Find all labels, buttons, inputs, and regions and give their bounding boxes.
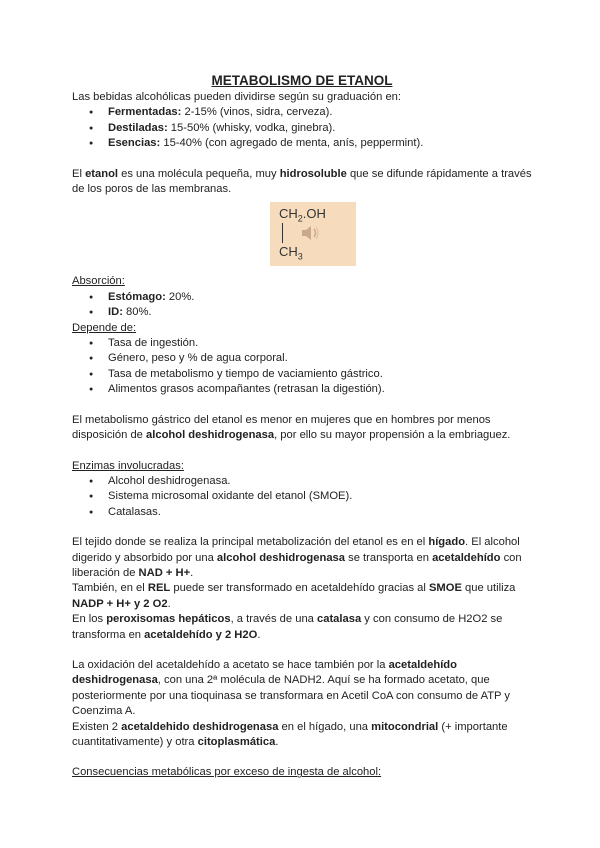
list-item: ● Esencias: 15-40% (con agregado de menta, anís, peppermint). (72, 136, 532, 151)
speaker-icon[interactable] (300, 224, 320, 242)
oxidacion-paragraph: La oxidación del acetaldehído a acetato se hace también por la acetaldehído deshidrogenasa, con una 2ª molécula de NADH2. Aquí se ha formado acetato, que posteriormente por una tioquinasa se transformara en Acetil CoA con consumo de ATP y Coenzima A. (72, 658, 511, 718)
tejido-paragraph: El tejido donde se realiza la principal metabolización del etanol es en el hígado. El alcohol digerido y absorbido por una alcohol deshidrogenasa se transporta en acetaldehído con liberación de NAD + H+. (72, 536, 522, 579)
list-item: ● Género, peso y % de agua corporal. (72, 351, 532, 366)
existen-paragraph: Existen 2 acetaldehido deshidrogenasa en el hígado, una mitocondrial (+ importante cuantitativamente) y otra citoplasmática. (72, 720, 508, 748)
list-item: ● Catalasas. (72, 505, 532, 520)
formula-top: $CH_2.OH$ (279, 206, 326, 225)
rel-paragraph: También, en el REL puede ser transformado en acetaldehído gracias al SMOE que utiliza NADP + H+ y 2 O2. (72, 582, 516, 610)
depende-heading: Depende de: (72, 321, 137, 334)
intro-text: Las bebidas alcohólicas pueden dividirse según su graduación en: (72, 91, 402, 103)
absorcion-list (72, 290, 532, 321)
list-item: ● Alcohol deshidrogenasa. (72, 474, 532, 489)
ethanol-paragraph: El etanol es una molécula pequeña, muy hidrosoluble que se difunde rápidamente a través de los poros de las membranas. (72, 167, 532, 196)
list-item: ● Destiladas: 15-50% (whisky, vodka, ginebra). (72, 121, 532, 136)
list-item: ● ID: 80%. (72, 305, 532, 320)
list-item: ● Alimentos grasos acompañantes (retrasan la digestión). (72, 382, 532, 397)
peroxisomas-paragraph: En los peroxisomas hepáticos, a través de una catalasa y con consumo de H2O2 se transforma en acetaldehído y 2 H2O. (72, 613, 503, 641)
enzimas-heading: Enzimas involucradas: (72, 459, 184, 472)
list-item: ● Fermentadas: 2-15% (vinos, sidra, cerveza). (72, 105, 532, 120)
list-item: ● Estómago: 20%. (72, 290, 532, 305)
ethanol-formula-figure (270, 202, 356, 266)
formula-bond (282, 223, 283, 243)
list-item: ● Sistema microsomal oxidante del etanol (SMOE). (72, 489, 532, 504)
enzimas-list (72, 474, 532, 520)
gastric-paragraph: El metabolismo gástrico del etanol es menor en mujeres que en hombres por menos disposición de alcohol deshidrogenasa, por ello su mayor propensión a la embriaguez. (72, 413, 511, 442)
consecuencias-heading: Consecuencias metabólicas por exceso de ingesta de alcohol: (72, 766, 382, 779)
page-title: METABOLISMO DE ETANOL (211, 73, 393, 88)
formula-bottom: $CH_3$ (279, 244, 303, 263)
beverage-types-list (72, 105, 532, 151)
list-item: ● Tasa de ingestión. (72, 336, 532, 351)
absorcion-heading: Absorción: (72, 275, 125, 288)
document-page (72, 72, 532, 781)
list-item: ● Tasa de metabolismo y tiempo de vaciamiento gástrico. (72, 367, 532, 382)
depende-list (72, 336, 532, 398)
